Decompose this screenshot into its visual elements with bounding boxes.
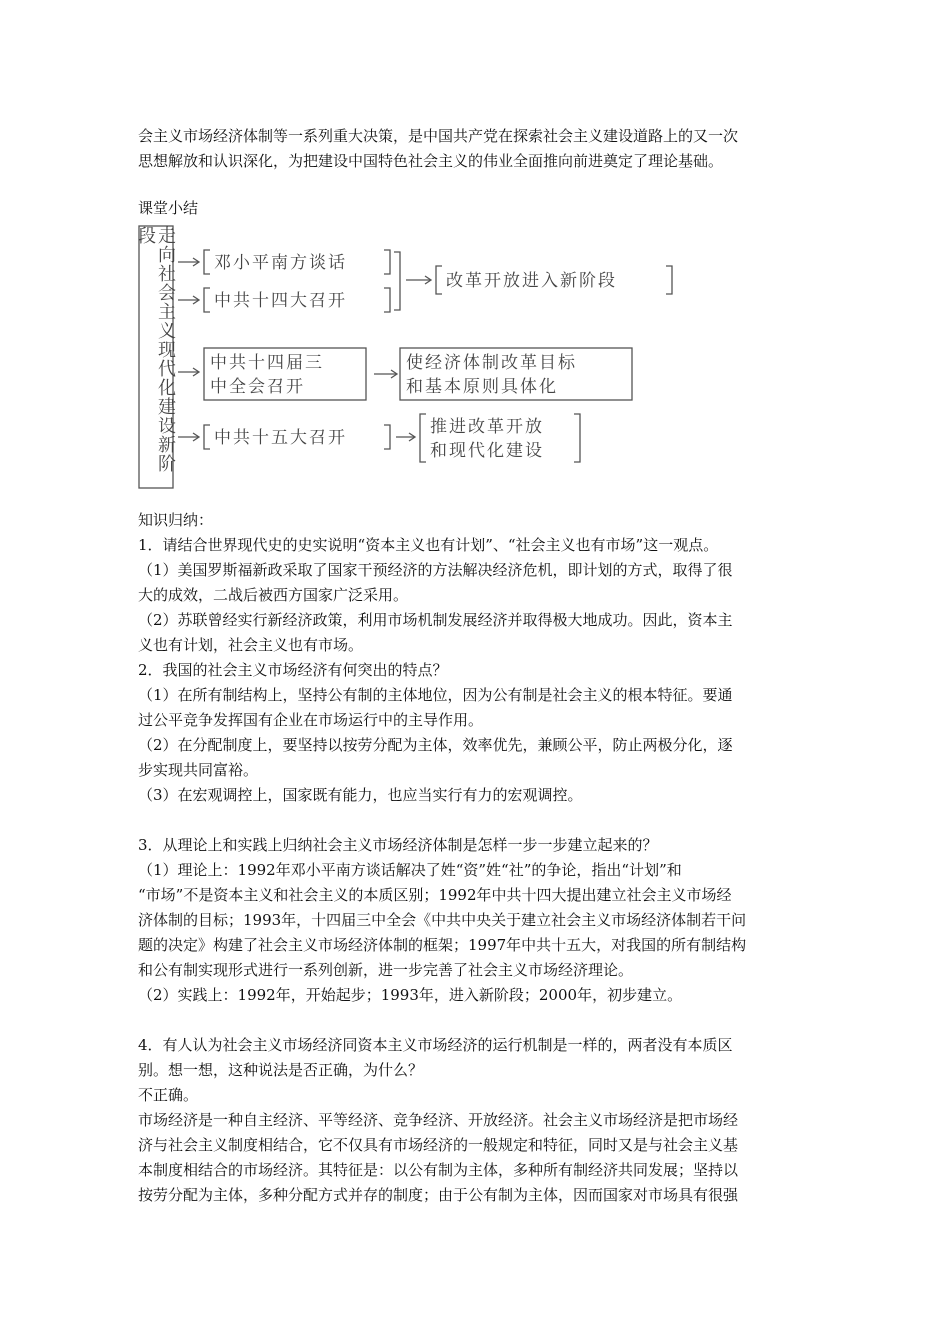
- bracket-n1-right: [384, 250, 390, 274]
- answer-line: （2）在分配制度上，要坚持以按劳分配为主体，效率优先，兼顾公平，防止两极分化，逐: [138, 736, 733, 754]
- answer-line: 和公有制实现形式进行一系列创新，进一步完善了社会主义市场经济理论。: [138, 961, 634, 979]
- answer-line: 过公平竞争发挥国有企业在市场运行中的主导作用。: [138, 711, 484, 729]
- knowledge-heading: 知识归纳：: [138, 511, 214, 529]
- bracket-n1: [204, 250, 210, 274]
- node-n6: 中共十五大召开: [214, 428, 347, 448]
- answer-line: 济体制的目标；1993年，十四届三中全会《中共中央关于建立社会主义市场经济体制若干问: [138, 911, 747, 929]
- intro-line: 思想解放和认识深化，为把建设中国特色社会主义的伟业全面推向前进奠定了理论基础。: [138, 152, 724, 170]
- node-n7-line2: 和现代化建设: [430, 441, 544, 461]
- summary-diagram-svg: [138, 222, 678, 492]
- summary-title: [138, 196, 818, 221]
- answer-line: 市场经济是一种自主经济、平等经济、竞争经济、开放经济。社会主义市场经济是把市场经: [138, 1111, 739, 1129]
- answer-line: 义也有计划，社会主义也有市场。: [138, 636, 364, 654]
- bracket-n6-right: [384, 425, 390, 449]
- root-node: [135, 226, 176, 488]
- summary-heading: 课堂小结: [138, 199, 199, 217]
- question-1: 1．请结合世界现代史的史实说明“资本主义也有计划”、“社会主义也有市场”这一观点。: [138, 536, 719, 554]
- answer-line: （3）在宏观调控上，国家既有能力，也应当实行有力的宏观调控。: [138, 786, 583, 804]
- answer-line: 本制度相结合的市场经济。其特征是：以公有制为主体，多种所有制经济共同发展；坚持以: [138, 1161, 739, 1179]
- answer-line: （1）美国罗斯福新政采取了国家干预经济的方法解决经济危机，即计划的方式，取得了很: [138, 561, 733, 579]
- bracket-n3: [436, 266, 442, 294]
- question-4: 4．有人认为社会主义市场经济同资本主义市场经济的运行机制是一样的，两者没有本质区: [138, 1036, 733, 1054]
- question-3: 3．从理论上和实践上归纳社会主义市场经济体制是怎样一步一步建立起来的？: [138, 836, 658, 854]
- answer-line: （2）苏联曾经实行新经济政策，利用市场机制发展经济并取得极大地成功。因此，资本主: [138, 611, 733, 629]
- answer-line: 题的决定》构建了社会主义市场经济体制的框架；1997年中共十五大，对我国的所有制结构: [138, 936, 747, 954]
- bracket-n7: [420, 414, 426, 462]
- intro-line: 会主义市场经济体制等一系列重大决策，是中国共产党在探索社会主义建设道路上的又一次: [138, 127, 739, 145]
- knowledge-section: [138, 508, 818, 1208]
- node-n3: 改革开放进入新阶段: [446, 271, 617, 291]
- node-n4-line1: 中共十四届三: [210, 353, 324, 373]
- summary-diagram: [135, 222, 678, 492]
- bracket-n3-right: [666, 266, 672, 294]
- bracket-n7-right: [574, 414, 580, 462]
- node-n5-line2: 和基本原则具体化: [406, 377, 558, 397]
- node-n2: 中共十四大召开: [214, 291, 347, 311]
- question-4-cont: 别。想一想，这种说法是否正确，为什么？: [138, 1061, 424, 1079]
- intro-paragraph: [138, 124, 818, 174]
- node-n1: 邓小平南方谈话: [214, 253, 347, 273]
- answer-short: 不正确。: [138, 1086, 199, 1104]
- answer-line: （1）理论上：1992年邓小平南方谈话解决了姓“资”姓“社”的争论，指出“计划”和: [138, 861, 682, 879]
- node-n4-line2: 中全会召开: [210, 377, 305, 397]
- answer-line: 步实现共同富裕。: [138, 761, 259, 779]
- bracket-n2-right: [384, 288, 390, 312]
- bracket-n2: [204, 288, 210, 312]
- node-n5-line1: 使经济体制改革目标: [406, 353, 577, 373]
- answer-line: “市场”不是资本主义和社会主义的本质区别；1992年中共十四大提出建立社会主义市场经: [138, 886, 732, 904]
- answer-line: （1）在所有制结构上，坚持公有制的主体地位，因为公有制是社会主义的根本特征。要通: [138, 686, 733, 704]
- answer-line: （2）实践上：1992年，开始起步；1993年，进入新阶段；2000年，初步建立。: [138, 986, 683, 1004]
- answer-line: 按劳分配为主体，多种分配方式并存的制度；由于公有制为主体，因而国家对市场具有很强: [138, 1186, 739, 1204]
- question-2: 2．我国的社会主义市场经济有何突出的特点？: [138, 661, 448, 679]
- root-node-text: 走向社会主义现代化建设新阶段: [135, 226, 176, 473]
- answer-line: 济与社会主义制度相结合，它不仅具有市场经济的一般规定和特征，同时又是与社会主义基: [138, 1136, 739, 1154]
- group-brace: [394, 252, 400, 310]
- bracket-n6: [204, 425, 210, 449]
- node-n7-line1: 推进改革开放: [430, 417, 544, 437]
- answer-line: 大的成效，二战后被西方国家广泛采用。: [138, 586, 409, 604]
